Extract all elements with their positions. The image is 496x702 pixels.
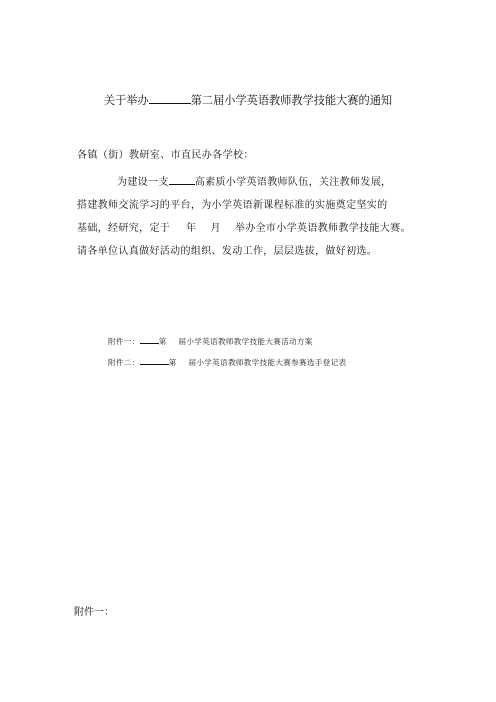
body-line-1-start: 为建设一支: [117, 177, 169, 188]
attachment-2-prefix: 附件二：: [108, 358, 140, 367]
attachment-1-ordinal: 第: [158, 337, 167, 346]
body-line-3-part-4: 举办全市小学英语教师教学技能大赛。: [234, 223, 411, 234]
body-line-1: [117, 173, 391, 188]
title-suffix: 第二届小学英语教师教学技能大赛的通知: [190, 94, 393, 107]
notice-title: [0, 92, 496, 108]
attachment-2-ordinal: 第: [168, 358, 177, 367]
attachment-1-prefix: 附件一：: [108, 337, 140, 346]
body-line-1-end: 高素质小学英语教师队伍，关注教师发展，: [194, 177, 392, 188]
body-line-4: 请各单位认真做好活动的组织、发动工作，层层选拔，做好初选。: [77, 246, 378, 257]
title-blank: [149, 92, 191, 104]
body-line-3-year: 年: [186, 223, 197, 234]
salutation: 各镇（街）教研室、市直民办各学校：: [77, 150, 254, 161]
title-prefix: 关于举办: [103, 94, 149, 107]
attachment-2-blank: [140, 356, 169, 365]
attachment-item-1: [108, 335, 313, 347]
body-line-2: 搭建教师交流学习的平台，为小学英语新课程标准的实施奠定坚实的: [77, 200, 388, 211]
body-line-3-month: 月: [210, 223, 221, 234]
body-line-3-part-1: 基础，经研究，定于: [77, 223, 171, 234]
attachment-1-name: 届小学英语教师教学技能大赛活动方案: [178, 337, 313, 346]
body-blank: [169, 174, 195, 185]
attachment-item-2: [108, 356, 346, 368]
attachment-one-heading: 附件一：: [74, 607, 114, 618]
attachment-2-name: 届小学英语教师教学技能大赛参赛选手登记表: [188, 358, 347, 367]
body-line-3: [77, 219, 411, 234]
attachment-1-blank: [140, 335, 159, 344]
